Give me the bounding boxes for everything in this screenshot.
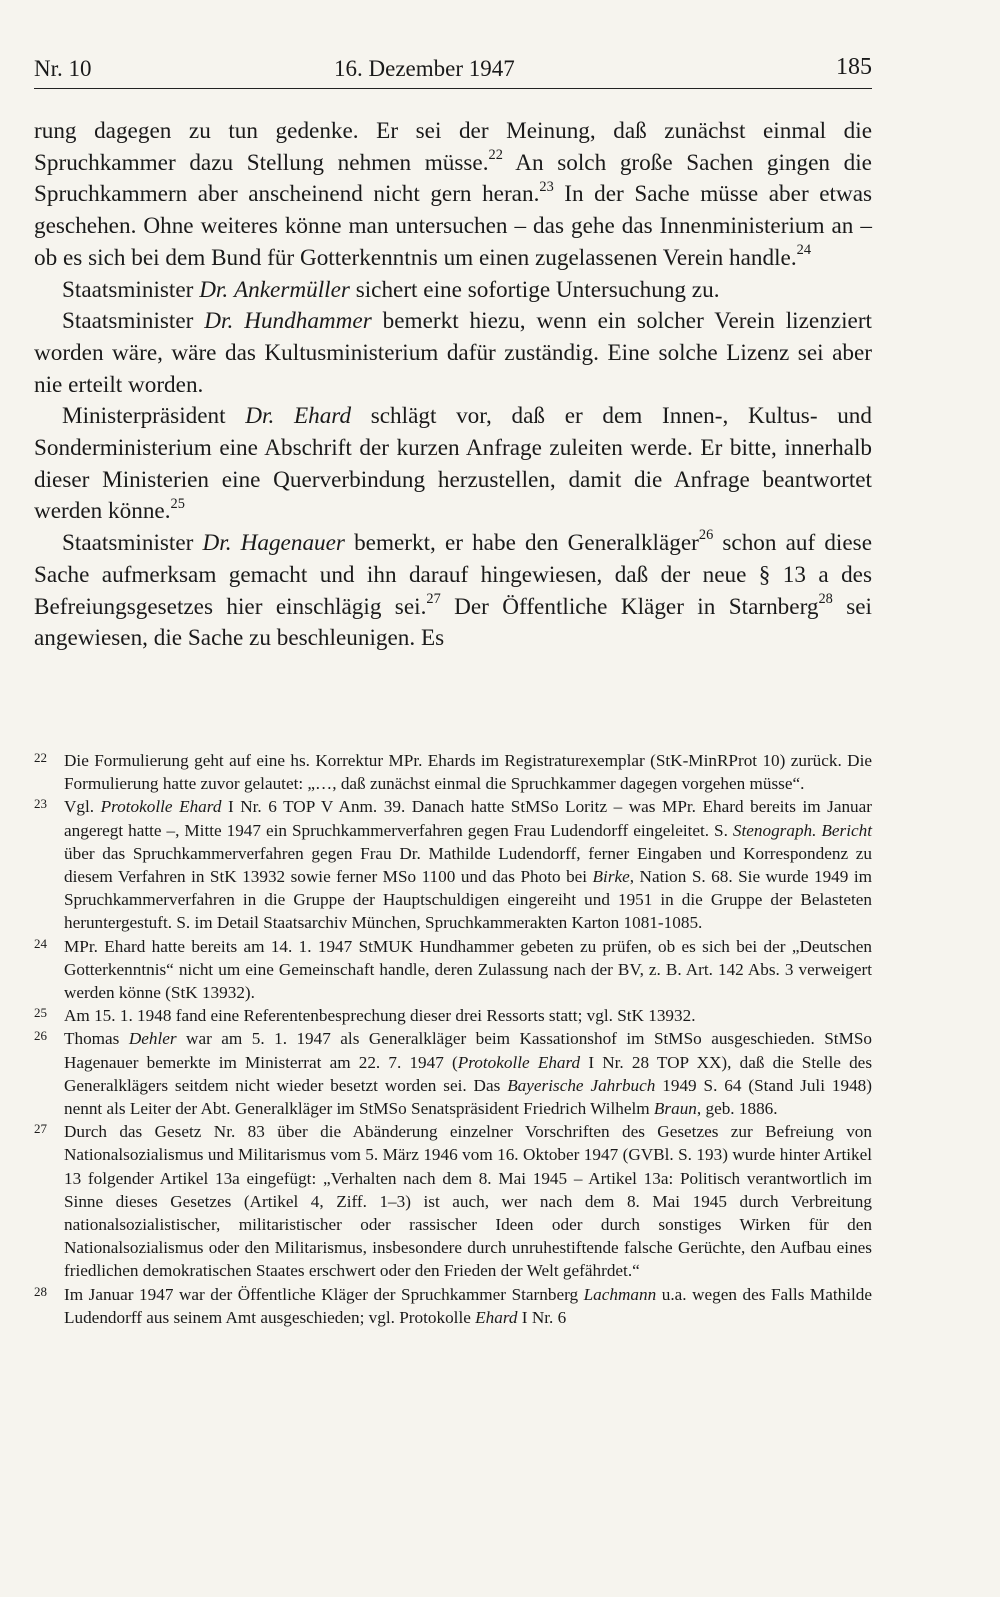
footnote-number: 23 [34, 796, 47, 812]
person-name: Hagenauer [240, 530, 345, 557]
person-name: Ehard [293, 403, 352, 430]
paragraph: Staatsminister Dr. Hundhammer bemerkt hiezu, wenn ein solcher Verein lizenziert worden wäre, wäre das Kultusministerium dafür zuständig. Eine solche Lizenz sei aber nie erteilt worden. [34, 308, 872, 398]
person-name: Hundhammer [244, 308, 372, 335]
running-header [34, 52, 872, 89]
person-name: Ankermüller [233, 276, 350, 303]
footnote-ref[interactable]: 27 [426, 590, 441, 607]
footnotes [34, 749, 872, 1329]
footnote-number: 28 [34, 1283, 47, 1299]
issue-number: Nr. 10 [34, 56, 92, 81]
paragraph: rung dagegen zu tun gedenke. Er sei der Meinung, daß zunächst einmal die Spruchkammer dazu Stellung nehmen müsse.$^{22}$ An solch große Sachen gingen die Spruchkammern aber anscheinend nicht gern heran.$^{23}$ In der Sache müsse aber etwas geschehen. Ohne weiteres könne man untersuchen – das gehe das Innenministerium an – ob es sich bei dem Bund für Gotterkenntnis um einen zugelassenen Verein handle.$^{24}$ [34, 118, 873, 271]
footnote-ref[interactable]: 22 [488, 146, 503, 163]
paragraph: Staatsminister Dr. Ankermüller sichert eine sofortige Untersuchung zu. [62, 276, 720, 303]
footnote: 22 Die Formulierung geht auf eine hs. Korrektur MPr. Ehards im Registraturexemplar (StK-MinRProt 10) zurück. Die Formulierung hatte zuvor gelautet: „…, daß zunächst einmal die Spruchkammer dagegen vorgehen müsse“. [34, 750, 872, 794]
footnote-ref[interactable]: 23 [539, 178, 554, 195]
footnote-ref[interactable]: 24 [796, 241, 812, 258]
footnote-ref[interactable]: 28 [818, 590, 833, 607]
footnote: 27 Durch das Gesetz Nr. 83 über die Abänderung einzelner Vorschriften des Gesetzes zur Befreiung von Nationalsozialismus und Militarismus vom 5. März 1946 vom 16. Oktober 1947 (GVBl. S. 193) wurde hinter Artikel 13 folgender Artikel 13a eingefügt: „Verhalten nach dem 8. Mai 1945 – Artikel 13a: Politisch verantwortlich im Sinne dieses Gesetzes (Artikel 4, Ziff. 1–3) ist auch, wer nach dem 8. Mai 1945 durch Verbreitung nationalsozialistischer, militaristischer oder rassischer Ideen oder durch sonstiges Wirken für den Nationalsozialismus oder den Militarismus, insbesondere durch unruhestiftende falsche Gerüchte, den Aufbau eines friedlichen demokratischen Staates erschwert oder den Frieden der Welt gefährdet.“ [34, 1121, 872, 1281]
footnote: 24 MPr. Ehard hatte bereits am 14. 1. 1947 StMUK Hundhammer gebeten zu prüfen, ob es sich bei der „Deutschen Gotterkenntnis“ nicht um eine Gemeinschaft handle, deren Zulassung nach der BV, z. B. Art. 142 Abs. 3 verweigert werden könne (StK 13932). [34, 935, 872, 1003]
page-number: 185 [836, 54, 872, 80]
footnote: 25 Am 15. 1. 1948 fand eine Referentenbesprechung dieser drei Ressorts statt; vgl. StK 13932. [34, 1005, 696, 1026]
paragraph: Staatsminister Dr. Hagenauer bemerkt, er habe den Generalkläger$^{26}$ schon auf diese Sache aufmerksam gemacht und ihn darauf hingewiesen, daß der neue § 13 a des Befreiungsgesetzes hier einschlägig sei.$^{27}$ Der Öffentliche Kläger in Starnberg$^{28}$ sei angewiesen, die Sache zu beschleunigen. Es [34, 527, 872, 652]
footnote-number: 25 [34, 1005, 47, 1021]
main-text [34, 116, 872, 655]
footnote: 28 Im Januar 1947 war der Öffentliche Kläger der Spruchkammer Starnberg Lachmann u.a. wegen des Falls Mathilde Ludendorff aus seinem Amt ausgeschieden; vgl. Protokolle Ehard I Nr. 6 [34, 1283, 872, 1327]
footnote-number: 26 [34, 1028, 47, 1044]
footnote: 23 Vgl. Protokolle Ehard I Nr. 6 TOP V Anm. 39. Danach hatte StMSo Loritz – was MPr. Ehard bereits im Januar angeregt hatte –, Mitte 1947 ein Spruchkammerverfahren gegen Frau Ludendorff eingeleitet. S. Stenograph. Bericht über das Spruchkammerverfahren gegen Frau Dr. Mathilde Ludendorff, ferner Eingaben und Korrespondenz zu diesem Verfahren in StK 13932 sowie ferner MSo 1100 und das Photo bei Birke, Nation S. 68. Sie wurde 1949 im Spruchkammerverfahren in die Gruppe der Hauptschuldigen eingereiht und 1951 in die Gruppe der Belasteten heruntergestuft. S. im Detail Staatsarchiv München, Spruchkammerakten Karton 1081-1085. [34, 796, 873, 933]
paragraph: Ministerpräsident Dr. Ehard schlägt vor, daß er dem Innen-, Kultus- und Sonderministerium eine Abschrift der kurzen Anfrage zuleiten werde. Er bitte, innerhalb dieser Ministerien eine Querverbindung herzustellen, damit die Anfrage beantwortet werden könne.$^{25}$ [34, 403, 872, 525]
footnote-ref[interactable]: 26 [698, 527, 714, 544]
footnote-number: 24 [34, 935, 47, 951]
footnote-ref[interactable]: 25 [170, 495, 185, 512]
footnote: 26 Thomas Dehler war am 5. 1. 1947 als Generalkläger beim Kassationshof im StMSo ausgeschieden. StMSo Hagenauer bemerkte im Ministerrat am 22. 7. 1947 (Protokolle Ehard I Nr. 28 TOP XX), daß die Stelle des Generalklägers seitdem nicht wieder besetzt worden sei. Das Bayerische Jahrbuch 1949 S. 64 (Stand Juli 1948) nennt als Leiter der Abt. Generalkläger im StMSo Senatspräsident Friedrich Wilhelm Braun, geb. 1886. [34, 1028, 873, 1119]
footnote-number: 22 [34, 750, 47, 765]
header-date: 16. Dezember 1947 [334, 56, 515, 81]
footnote-number: 27 [34, 1121, 47, 1137]
